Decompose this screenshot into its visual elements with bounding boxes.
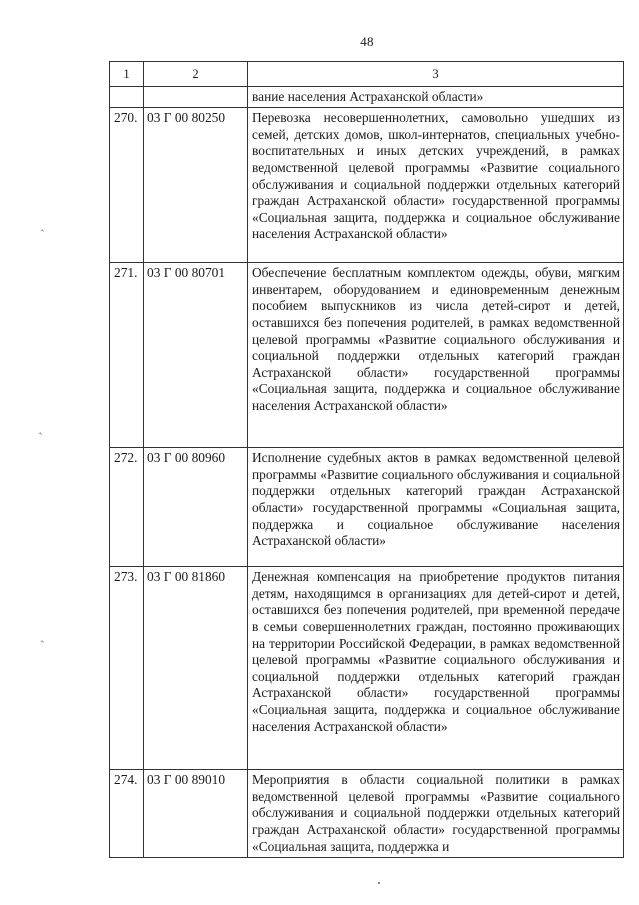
row-number: 270.	[110, 108, 144, 263]
row-code: 03 Г 00 89010	[144, 770, 248, 858]
row-description: Денежная компенсация на приобретение продуктов питания детям, находящимся в организациях для детей-сирот и детей, оставшихся без попечения родителей, при временной передаче в семьи совершеннолетних граждан, постоянно проживающих на территории Российской Федерации, в рамках ведомственной целевой программы «Развитие социального обслуживания и социальной поддержки отдельных категорий граждан Астраханской области» государственной программы «Социальная защита, поддержка и социальное обслуживание населения Астраханской области»	[248, 567, 624, 770]
table-row	[110, 263, 624, 448]
row-number: 273.	[110, 567, 144, 770]
header-col-3: 3	[248, 62, 624, 87]
row-description: вание населения Астраханской области»	[248, 86, 624, 108]
table-row	[110, 567, 624, 770]
row-number: 271.	[110, 263, 144, 448]
table-row-continuation	[110, 86, 624, 108]
row-description: Мероприятия в области социальной политики в рамках ведомственной целевой программы «Развитие социального обслуживания и социальной поддержки отдельных категорий граждан Астраханской области» государственной программы «Социальная защита, поддержка и	[248, 770, 624, 858]
scan-mark: ›	[36, 637, 47, 645]
row-description: Обеспечение бесплатным комплектом одежды, обуви, мягким инвентарем, оборудованием и единовременным денежным пособием выпускников из числа детей-сирот и детей, оставшихся без попечения родителей, в рамках ведомственной целевой программы «Развитие социального обслуживания и социальной поддержки отдельных категорий граждан Астраханской области» государственной программы «Социальная защита, поддержка и социальное обслуживание населения Астраханской области»	[248, 263, 624, 448]
table-row	[110, 108, 624, 263]
scan-mark: ›	[34, 429, 45, 437]
row-code: 03 Г 00 81860	[144, 567, 248, 770]
row-code: 03 Г 00 80250	[144, 108, 248, 263]
table-row	[110, 770, 624, 858]
row-description: Перевозка несовершеннолетних, самовольно ушедших из семей, детских домов, школ-интернатов, специальных учебно-воспитательных и иных детских учреждений, в рамках ведомственной целевой программы «Развитие социального обслуживания и социальной поддержки отдельных категорий граждан Астраханской области» государственной программы «Социальная защита, поддержка и социальное обслуживание населения Астраханской области»	[248, 108, 624, 263]
table-header-row	[110, 62, 624, 87]
row-number: 272.	[110, 448, 144, 567]
scan-dot	[378, 882, 380, 884]
scan-mark: ›	[36, 226, 47, 234]
budget-codes-table	[109, 61, 624, 858]
row-num-cell	[110, 86, 144, 108]
row-code: 03 Г 00 80960	[144, 448, 248, 567]
header-col-2: 2	[144, 62, 248, 87]
row-description: Исполнение судебных актов в рамках ведомственной целевой программы «Развитие социального обслуживания и социальной поддержки отдельных категорий граждан Астраханской области» государственной программы «Социальная защита, поддержка и социальное обслуживание населения Астраханской области»	[248, 448, 624, 567]
header-col-1: 1	[110, 62, 144, 87]
row-number: 274.	[110, 770, 144, 858]
row-code-cell	[144, 86, 248, 108]
row-code: 03 Г 00 80701	[144, 263, 248, 448]
page-number: 48	[360, 34, 374, 49]
table-row	[110, 448, 624, 567]
